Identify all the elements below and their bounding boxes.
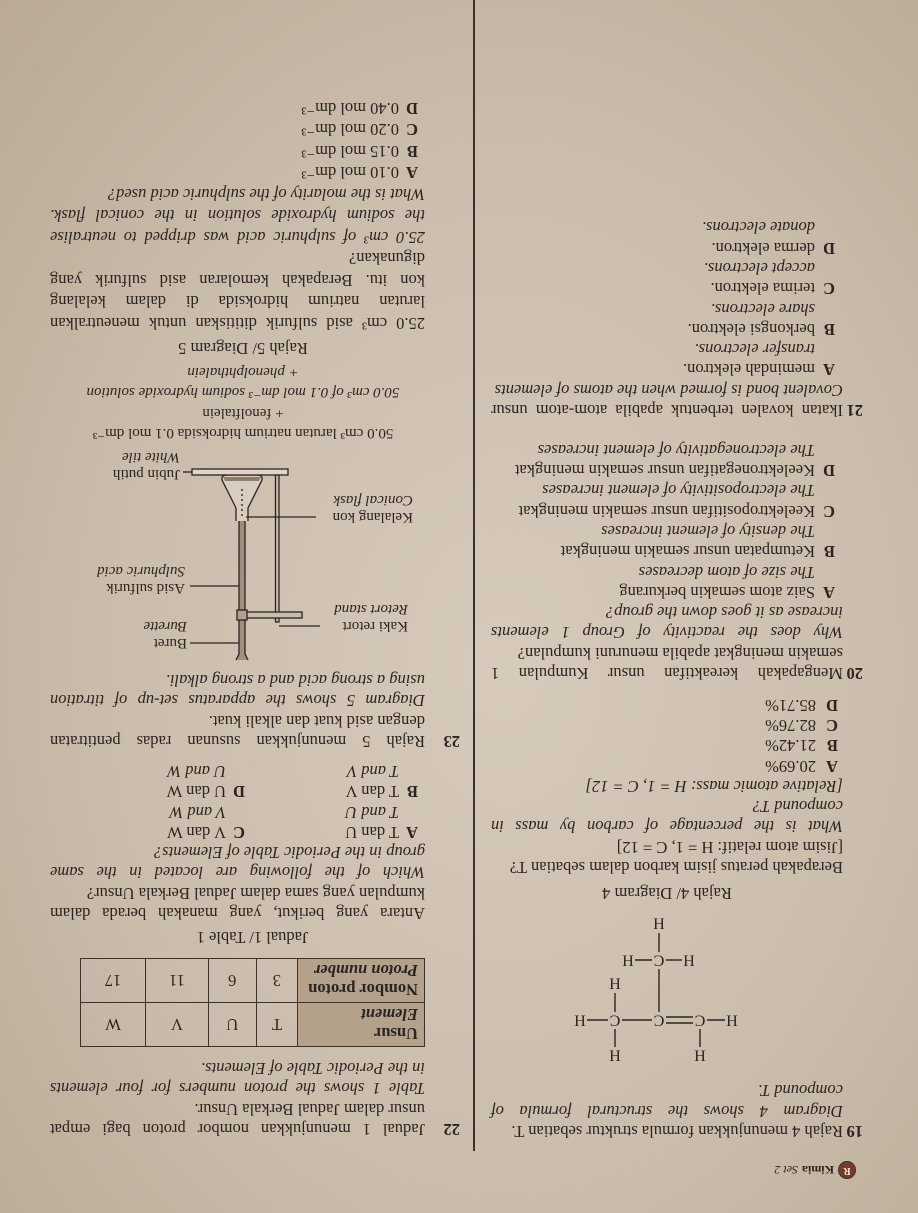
option-c[interactable] [491, 480, 843, 521]
question-19 [491, 1080, 863, 1141]
question-21 [491, 217, 863, 420]
row-header [298, 959, 425, 1003]
option-letter: D [823, 461, 835, 481]
atom-hydrogen: H [622, 951, 634, 969]
option-text: 85.71% [765, 695, 816, 715]
question-text-en: Why does the reactivity of Group 1 elements [491, 623, 843, 643]
question-text-en: compound T. [758, 1081, 843, 1101]
question-text-en: What is the percentage of carbon by mass in [491, 817, 843, 837]
option-c[interactable] [491, 258, 843, 299]
atom-carbon: C [653, 1011, 665, 1029]
label-acid-en: Sulphuric acid [97, 563, 185, 579]
option-text: 0.15 mol dm⁻³ [301, 142, 399, 161]
option-text-en: donate electrons. [701, 218, 815, 238]
question-text-en: Which of the following are located in the same [50, 863, 425, 883]
question-number: 19 [846, 1122, 863, 1141]
page-header [774, 1161, 856, 1179]
header-set: Set 2 [774, 1163, 798, 1178]
question-text-en: group in the Periodic Table of Elements? [153, 843, 425, 863]
option-b[interactable] [491, 298, 843, 339]
option-text-ms: terima elektron. [710, 279, 815, 299]
question-text-ms: semakin meningkat apabila menuruni kumpulan? [517, 643, 843, 663]
option-c[interactable] [50, 119, 425, 141]
option-b[interactable] [245, 761, 425, 802]
label-stand-en: Retort stand [334, 601, 408, 617]
atom-hydrogen: H [694, 1046, 706, 1064]
option-text: 20.69% [765, 756, 816, 776]
option-text-en: T and V [347, 761, 399, 781]
option-text-ms: Ketumpatan unsur semakin meningkat [560, 542, 815, 562]
question-text-ms: Berapakah peratus jisim karbon dalam sebatian T? [509, 858, 843, 877]
option-text-ms: U dan W [166, 782, 226, 802]
option-text-en: T and U [345, 802, 399, 822]
label-burette-ms: Buret [153, 635, 187, 651]
question-20 [491, 439, 863, 683]
option-text: 21.42% [765, 736, 816, 756]
diagram-5-caption: Rajah 5/ Diagram 5 [178, 339, 308, 358]
table-1-caption: Jadual 1/ Table 1 [196, 928, 309, 947]
atom-hydrogen: H [609, 974, 621, 992]
option-text: 0.10 mol dm⁻³ [301, 163, 399, 183]
question-number: 22 [443, 1120, 460, 1139]
relative-mass-ms: [Jisim atom relatif: H = 1, C = 12] [616, 837, 843, 857]
option-text-en: The electropositivity of element increases [542, 481, 815, 501]
question-22-body [50, 761, 425, 923]
header-series: Kimia [802, 1163, 834, 1178]
option-text-en: transfer electrons. [694, 340, 815, 360]
flask-contents-caption [68, 362, 418, 443]
option-letter: A [823, 582, 835, 602]
white-tile [192, 469, 288, 475]
question-text-ms: Antara yang berikut, yang manakah berada dalam [50, 904, 425, 923]
table-row-elements [81, 1003, 425, 1047]
option-text-en: V and W [169, 802, 226, 822]
relative-mass-en: [Relative atomic mass: H = 1, C = 12] [585, 776, 843, 796]
question-text-ms: kumpulan yang sama dalam Jadual Berkala Unsur? [86, 883, 425, 903]
option-text-ms: T dan U [345, 822, 399, 842]
option-text: 0.20 mol dm⁻³ [301, 120, 399, 140]
row-header-en: Element [361, 1005, 418, 1025]
atom-hydrogen: H [653, 914, 665, 932]
question-text-ms: Ikatan kovalen terbentuk apabila atom-atom unsur [491, 401, 843, 420]
label-tile-en: White tile [122, 449, 180, 465]
option-text-ms: T dan V [345, 782, 399, 802]
question-text-en: using a strong acid and a strong alkali. [165, 671, 425, 691]
row-header [298, 1003, 425, 1047]
option-text: 82.76% [765, 715, 816, 735]
question-number: 21 [846, 401, 863, 420]
option-letter: C [233, 822, 245, 842]
label-acid-ms: Asid sulfurik [106, 580, 185, 596]
question-text-en: Diagram 5 shows the apparatus set-up of titration [50, 691, 425, 711]
option-a[interactable] [491, 339, 843, 380]
option-d[interactable] [75, 761, 245, 802]
atom-carbon: C [609, 1011, 621, 1029]
option-letter: B [406, 142, 418, 161]
question-23 [50, 670, 460, 751]
question-text-en: Table 1 shows the proton numbers for four elements [50, 1079, 425, 1099]
question-text-ms: unsur dalam Jadual Berkala Unsur. [194, 1099, 425, 1119]
option-letter: A [823, 360, 835, 380]
atom-carbon: C [653, 951, 665, 969]
question-text-en: the sodium hydroxide solution in the conical flask. [50, 206, 425, 226]
option-letter: A [406, 822, 418, 842]
question-text-en: in the Periodic Table of Elements. [201, 1059, 425, 1079]
option-text-ms: Keelektronegatifan unsur semakin meningkat [514, 461, 815, 481]
option-text: 0.40 mol dm⁻³ [301, 99, 399, 118]
option-text-en: The size of atom decreases [638, 562, 815, 582]
atom-carbon: C [694, 1011, 706, 1029]
option-b[interactable] [491, 735, 843, 755]
question-text-en: Covalent bond is formed when the atoms of elements [494, 380, 843, 400]
question-text-ms: digunakan? [348, 249, 425, 269]
question-text-ms: larutan natrium hidroksida di dalam kelalang [50, 292, 425, 312]
option-letter: C [823, 501, 835, 521]
diagram-4-caption: Rajah 4/ Diagram 4 [602, 884, 732, 903]
option-letter: C [823, 279, 835, 299]
option-c[interactable] [75, 801, 245, 842]
option-text-ms: berkongsi elektron. [687, 319, 815, 339]
question-number: 20 [846, 664, 863, 683]
question-text-ms: Rajah 5 menunjukkan susunan radas pentitratan [50, 732, 425, 751]
option-text-en: accept electrons. [703, 258, 815, 278]
question-text-en: 25.0 cm³ of sulphuric acid was dripped to neutralise [50, 228, 425, 247]
table-cell: 11 [146, 959, 209, 1003]
table-1-proton-numbers [80, 958, 425, 1047]
table-cell: T [256, 1003, 297, 1047]
option-b[interactable] [491, 521, 843, 562]
option-d[interactable] [50, 98, 425, 120]
question-text-ms: 25.0 cm³ asid sulfurik dititiskan untuk meneutralkan [50, 314, 425, 333]
question-text-ms: dengan asid kuat dan alkali kuat. [208, 711, 425, 731]
question-text-en: compound T? [752, 797, 843, 817]
option-letter: C [406, 120, 418, 140]
flask-contents-ms: + fenolftalein [202, 404, 284, 421]
table-cell: 17 [81, 959, 146, 1003]
table-cell: W [81, 1003, 146, 1047]
option-text-en: The electronegativity of element increases [537, 440, 815, 460]
atom-hydrogen: H [574, 1011, 586, 1029]
option-letter: D [823, 238, 835, 258]
option-c[interactable] [491, 715, 843, 735]
question-text-ms: kon itu. Berapakah kemolaran asid sulfurik yang [50, 271, 425, 290]
flask-contents-en: 50.0 cm³ of 0.1 mol dm⁻³ sodium hydroxide solution [86, 384, 400, 401]
flask-contents-ms: 50.0 cm³ larutan natrium hidroksida 0.1 mol dm⁻³ [92, 425, 394, 441]
question-text-en: increase as it goes down the group? [605, 603, 843, 623]
titration-apparatus-diagram [58, 446, 438, 668]
atom-hydrogen: H [726, 1011, 738, 1029]
option-letter: A [406, 163, 418, 183]
option-letter: B [406, 782, 418, 802]
option-letter: B [823, 542, 835, 562]
label-burette-en: Burette [143, 618, 187, 634]
question-text-ms: Mengapakah kereaktifan unsur Kumpulan 1 [491, 664, 843, 683]
table-cell: 3 [256, 959, 297, 1003]
question-22 [50, 1058, 460, 1139]
burette [236, 516, 248, 660]
option-text-ms: derma elektron. [711, 238, 815, 258]
option-letter: A [826, 756, 838, 776]
column-divider [474, 0, 476, 1151]
table-cell: U [208, 1003, 256, 1047]
option-a[interactable] [491, 755, 843, 775]
structural-formula-diagram [558, 907, 748, 1073]
option-d[interactable] [491, 217, 843, 258]
option-text-en: share electrons. [710, 299, 815, 319]
option-letter: D [233, 782, 245, 802]
option-text-en: The density of element increases [601, 521, 815, 541]
label-flask-ms: Kelalang kon [332, 509, 413, 525]
option-text-ms: V dan W [167, 822, 226, 842]
table-cell: V [146, 1003, 209, 1047]
table-cell: 6 [208, 959, 256, 1003]
option-letter: D [826, 695, 838, 715]
label-flask-en: Conical flask [333, 492, 413, 508]
option-letter: B [823, 319, 835, 339]
option-text-en: U and W [167, 761, 226, 781]
question-23-body [50, 98, 425, 335]
question-text-en: What is the molarity of the sulphuric acid used? [107, 185, 425, 204]
option-letter: D [406, 99, 418, 118]
option-a[interactable] [50, 162, 425, 184]
question-19-body [491, 694, 843, 877]
option-text-ms: Keelektropositifan unsur semakin meningkat [518, 501, 815, 521]
option-letter: B [826, 736, 838, 756]
option-d[interactable] [491, 439, 843, 480]
retort-stand-rod [276, 474, 280, 622]
option-a[interactable] [491, 561, 843, 602]
option-text-ms: memindah elektron. [683, 360, 815, 380]
table-row-proton-numbers [81, 959, 425, 1003]
atom-hydrogen: H [683, 951, 695, 969]
question-number: 23 [443, 732, 460, 751]
question-text-ms: Jadual 1 menunjukkan nombor proton bagi empat [50, 1120, 425, 1139]
option-text-ms: Saiz atom semakin berkurang [619, 582, 815, 602]
option-d[interactable] [491, 694, 843, 714]
option-letter: C [826, 715, 838, 735]
flask-contents-en: + phenolphthalein [187, 364, 299, 381]
row-header-en: Proton number [313, 961, 418, 981]
option-a[interactable] [245, 801, 425, 842]
row-header-ms: Unsur [373, 1024, 418, 1044]
label-tile-ms: Jubin putih [112, 466, 180, 482]
question-text-en: Diagram 4 shows the structural formula of [491, 1101, 843, 1121]
atom-hydrogen: H [609, 1046, 621, 1064]
option-b[interactable] [50, 141, 425, 163]
publisher-logo: R [838, 1161, 856, 1179]
question-text-ms: Rajah 4 menunjukkan formula struktur sebatian T. [511, 1122, 843, 1141]
row-header-ms: Nombor proton [308, 980, 418, 1000]
label-stand-ms: Kaki retort [342, 618, 408, 634]
